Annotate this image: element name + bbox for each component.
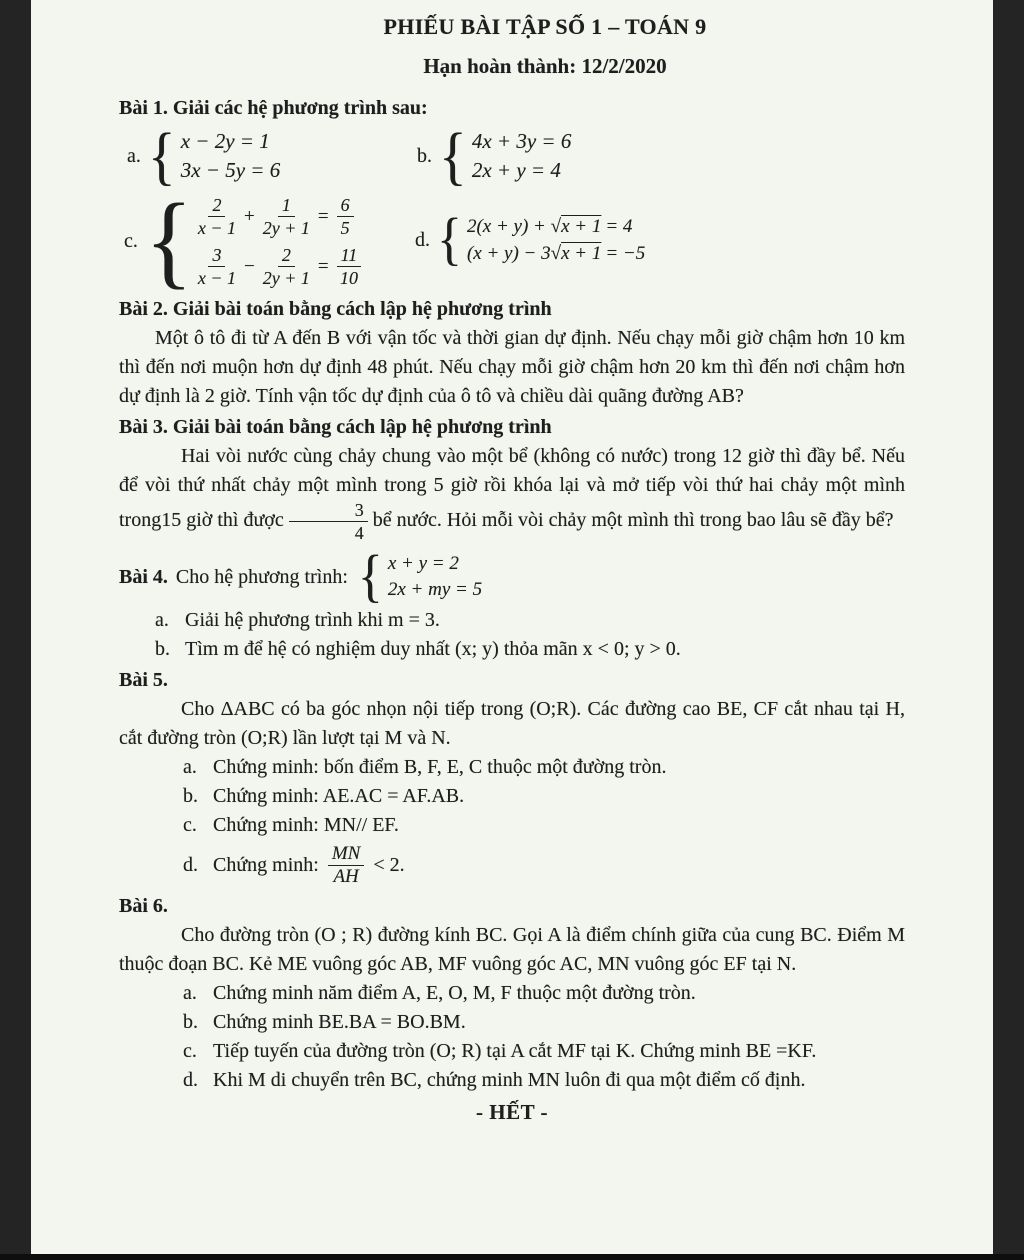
equation-text: = 4 [605,216,633,237]
bai4-intro: Cho hệ phương trình: [175,565,348,588]
bai4-heading-row [119,544,905,609]
equation-text: = −5 [605,243,646,264]
equals-sign: = [317,205,329,227]
list-item [183,1066,905,1095]
bai4-heading: Bài 4. [119,565,168,588]
fraction-denominator: x − 1 [197,217,237,238]
fraction-denominator: 2y + 1 [262,267,310,288]
list-item [183,1008,905,1037]
fraction-numerator: 2 [278,245,295,267]
item-label: c. [183,814,197,836]
equation: 3x − 5y = 6 [180,158,281,182]
item-label-b: b. [417,144,432,167]
bai1-systems-row-cd [119,182,905,299]
fraction [263,245,310,288]
bai2-paragraph: Một ô tô đi từ A đến B với vận tốc và thời gian dự định. Nếu chạy mỗi giờ chậm hơn 10 km thì đến nơi muộn hơn dự định 48 phút. Nếu chạy mỗi giờ chậm hơn 20 km thì đến nơi chậm hơn dự định là 2 giờ. Tính vận tốc dự định của ô tô và chiều dài quãng đường AB? [119,327,905,407]
fraction-denominator: 5 [340,217,350,238]
fraction-numerator: 11 [337,245,362,267]
fraction-numerator: 1 [278,195,295,217]
end-marker: - HẾT - [476,1100,548,1124]
right-black-border [990,0,1024,1260]
item-text: Chứng minh: MN// EF. [213,814,399,836]
fraction [263,195,310,238]
system-d [415,207,646,272]
fraction [328,844,365,887]
fraction-denominator: x − 1 [197,267,237,288]
item-text-post: < 2. [373,853,405,876]
document-title: PHIẾU BÀI TẬP SỐ 1 – TOÁN 9 [383,14,707,39]
bai6-paragraph: Cho đường tròn (O ; R) đường kính BC. Gọi A là điểm chính giữa của cung BC. Điểm M thuộc đoạn BC. Kẻ ME vuông góc AB, MF vuông góc AC, MN vuông góc EF tại N. [119,924,905,975]
list-item [183,811,905,840]
bai3-heading: Bài 3. Giải bài toán bằng cách lập hệ phương trình [119,416,552,438]
equations [388,551,482,603]
system-c [124,182,361,299]
item-label: a. [155,609,169,631]
equations [181,127,280,185]
equation-line [198,241,361,291]
fraction-numerator: 3 [289,500,368,522]
bai1-systems-row-ab [119,119,905,192]
fraction-numerator: MN [328,844,365,866]
fraction-numerator: 3 [208,245,225,267]
radicand: x + 1 [561,216,602,237]
fraction-denominator: 10 [339,267,358,288]
paragraph-text: Hai vòi nước cùng chảy chung vào một bể (không có nước) trong 12 giờ thì đầy bể. Nếu để vòi thứ nhất chảy một mình trong 5 giờ rồi khóa lại và mở tiếp vòi thứ hai chảy một mình trong15 giờ thì được [119,445,905,532]
bai2-heading: Bài 2. Giải bài toán bằng cách lập hệ phương trình [119,298,552,320]
item-label-a: a. [127,144,141,167]
bai5-heading: Bài 5. [119,669,168,691]
equations [198,191,361,291]
fraction [198,245,236,288]
fraction [289,500,368,543]
list-item [183,840,905,890]
item-label: d. [183,1069,198,1091]
item-label: a. [183,756,197,778]
radicand: x + 1 [561,243,602,264]
item-text [213,844,905,887]
item-label: c. [183,1040,197,1062]
item-label-c: c. [124,229,138,252]
item-label: b. [155,638,170,660]
fraction-numerator: 2 [208,195,225,217]
left-brace: { [439,119,467,192]
fraction-denominator: 4 [354,523,364,543]
fraction-denominator: 2y + 1 [262,217,310,238]
equals-sign: = [317,255,329,277]
fraction [198,195,236,238]
fraction-denominator: AH [333,865,359,887]
left-brace: { [437,207,462,272]
list-item [155,635,905,664]
equation: 2x + my = 5 [387,579,483,600]
equation [467,240,645,267]
bai3-paragraph [119,442,905,543]
item-text: Chứng minh: bốn điểm B, F, E, C thuộc một đường tròn. [213,756,667,778]
equations [467,213,645,267]
bai1-heading: Bài 1. Giải các hệ phương trình sau: [119,97,428,119]
item-text: Giải hệ phương trình khi m = 3. [185,609,440,631]
item-text: Chứng minh: AE.AC = AF.AB. [213,785,465,807]
equation: x + y = 2 [387,553,459,574]
item-label: b. [183,785,198,807]
equation: 4x + 3y = 6 [471,129,572,153]
system-a [127,119,281,192]
equation: 2x + y = 4 [471,158,561,182]
bottom-black-border [0,1254,1024,1260]
equation: x − 2y = 1 [180,129,270,153]
left-brace: { [144,182,193,299]
equation [467,213,645,240]
sqrt-sign: √ [550,243,562,264]
sqrt-sign: √ [550,216,562,237]
paragraph-text: bể nước. Hỏi mỗi vòi chảy một mình thì trong bao lâu sẽ đầy bể? [372,509,894,532]
list-item [183,782,905,811]
bai6-heading: Bài 6. [119,895,168,917]
item-text: Tìm m để hệ có nghiệm duy nhất (x; y) thỏa mãn x < 0; y > 0. [185,638,681,660]
item-label-d: d. [415,228,430,251]
fraction [337,195,354,238]
item-label: d. [183,853,198,876]
worksheet-page [31,0,993,1254]
equations [472,127,571,185]
list-item [183,753,905,782]
fraction-numerator: 6 [337,195,354,217]
operator: + [244,205,255,227]
list-item [183,1037,905,1066]
equation-text: 2(x + y) + [466,216,551,237]
bai5-paragraph: Cho ΔABC có ba góc nhọn nội tiếp trong (O;R). Các đường cao BE, CF cắt nhau tại H, cắt đường tròn (O;R) lần lượt tại M và N. [119,698,905,749]
item-text: Tiếp tuyến của đường tròn (O; R) tại A cắt MF tại K. Chứng minh BE =KF. [213,1040,817,1062]
left-brace: { [147,119,176,192]
deadline-text: Hạn hoàn thành: 12/2/2020 [423,54,667,78]
item-text: Chứng minh BE.BA = BO.BM. [213,1011,466,1033]
list-item [183,979,905,1008]
operator: − [244,255,255,277]
left-black-border [0,0,34,1260]
equation-line [198,191,361,241]
document-header [185,12,905,81]
item-text-pre: Chứng minh: [213,853,319,876]
system-b [417,119,572,192]
left-brace: { [357,544,383,609]
item-label: b. [183,1011,198,1033]
worksheet-content [31,0,993,1127]
item-text: Khi M di chuyển trên BC, chứng minh MN luôn đi qua một điểm cố định. [213,1069,806,1091]
item-label: a. [183,982,197,1004]
list-item [155,606,905,635]
fraction [337,245,362,288]
item-text: Chứng minh năm điểm A, E, O, M, F thuộc một đường tròn. [213,982,696,1004]
equation-text: (x + y) − 3 [466,243,551,264]
